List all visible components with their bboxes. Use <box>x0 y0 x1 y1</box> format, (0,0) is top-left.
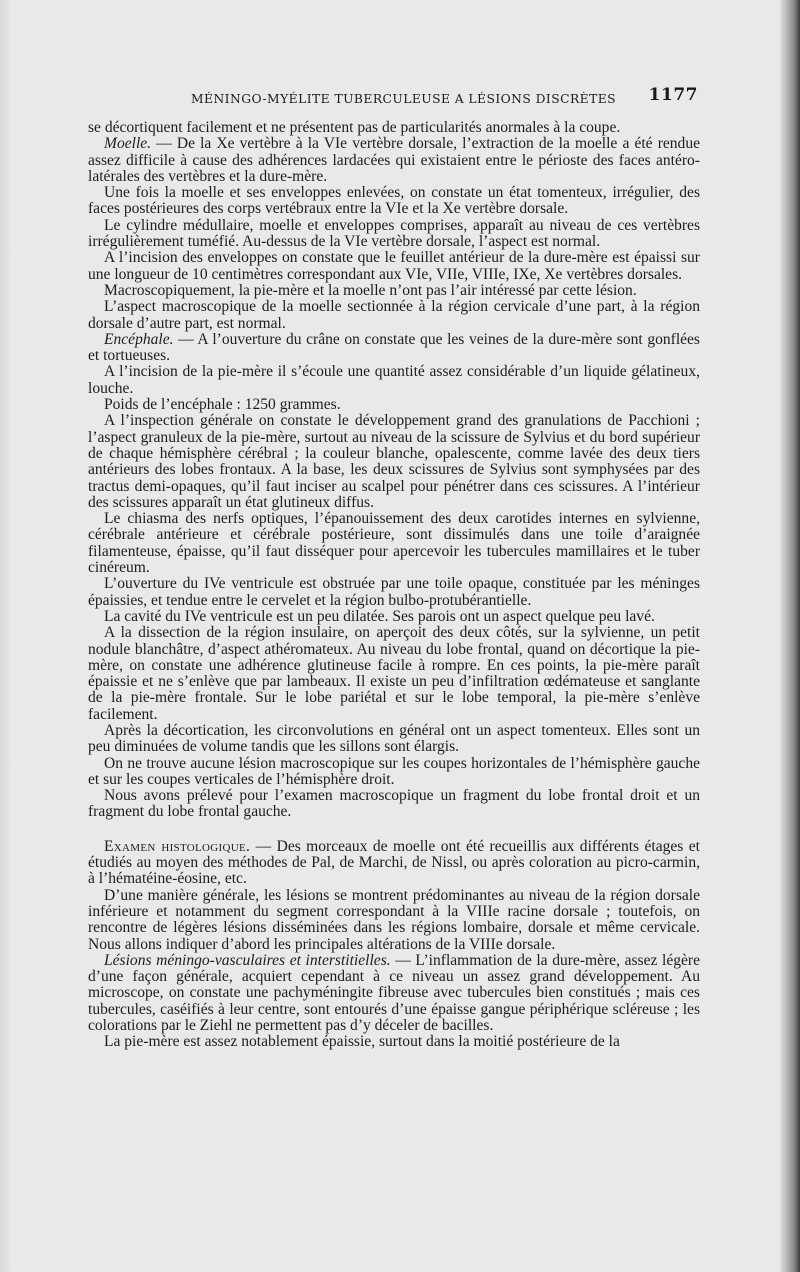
paragraph-text: L’aspect macroscopique de la moelle sectionnée à la région cervicale d’une part, à la région dorsale d’autre part, est normal. <box>88 298 700 332</box>
paragraph <box>88 185 700 218</box>
paragraph <box>88 788 700 821</box>
paragraph-text: se décortiquent facilement et ne présentent pas de particularités anormales à la coupe. <box>88 119 621 136</box>
paragraph-text: Nous avons prélevé pour l’examen macroscopique un fragment du lobe frontal droit et un fragment du lobe frontal gauche. <box>88 787 700 821</box>
paragraph <box>88 756 700 789</box>
paragraph <box>88 136 700 185</box>
running-title: MÉNINGO-MYÉLITE TUBERCULEUSE A LÉSIONS DISCRÈTES <box>191 92 617 106</box>
paragraph-heading: Moelle. <box>104 135 152 153</box>
paragraph-text: Macroscopiquement, la pie-mère et la moelle n’ont pas l’air intéressé par cette lésion. <box>104 281 637 299</box>
paragraph-text: La cavité du IVe ventricule est un peu dilatée. Ses parois ont un aspect quelque peu lavé. <box>104 607 655 625</box>
paragraph-text: Après la décortication, les circonvolutions en général ont un aspect tomenteux. Elles sont un peu diminuées de volume tandis que les sillons sont élargis. <box>88 721 700 756</box>
paragraph-heading: Encéphale. <box>104 330 174 348</box>
paragraph <box>88 397 700 413</box>
paragraph <box>88 1034 700 1050</box>
paragraph-text: — L’inflammation de la dure-mère, assez légère d’une façon générale, acquiert cependant à ce niveau un assez grand développement. Au microscope, on constate une pachyméningite fibreuse avec tubercules bien constitués ; mais ces tubercules, caséifiés à leur centre, sont entourés d’une épaisse gangue périphérique scléreuse ; les colorations par le Ziehl ne permettent pas d’y déceler de bacilles. <box>88 951 700 1035</box>
paragraph-text: A l’incision de la pie-mère il s’écoule une quantité assez considérable d’un liquide gélatineux, louche. <box>88 363 700 397</box>
paragraph <box>88 413 700 511</box>
paragraph-text: Une fois la moelle et ses enveloppes enlevées, on constate un état tomenteux, irrégulier, des faces postérieures des corps vertébraux entre la VIe et la Xe vertèbre dorsale. <box>88 184 700 218</box>
paragraph-text: L’ouverture du IVe ventricule est obstruée par une toile opaque, constituée par les méninges épaissies, et tendue entre le cervelet et la région bulbo-protubérantielle. <box>88 575 700 609</box>
paragraph <box>88 283 700 299</box>
paragraph-text: A l’inspection générale on constate le développement grand des granulations de Pacchioni ; l’aspect granuleux de la pie-mère, surtout au niveau de la scissure de Sylvius et du bord supérieur de chaque hémisphère cérébral ; la couleur blanche, opalescente, comme lavée des deux tiers antérieurs des lobes frontaux. A la base, les deux scissures de Sylvius sont symphysées par des tractus demi-opaques, qu’il faut inciser au scalpel pour pénétrer dans ces scissures. A l’intérieur des scissures apparaît un état glutineux diffus. <box>88 412 700 511</box>
scan-shadow-left <box>0 0 14 1272</box>
paragraph-text: — A l’ouverture du crâne on constate que les veines de la dure-mère sont gonflées et tortueuses. <box>88 330 700 365</box>
paragraph <box>88 888 700 953</box>
paragraph <box>88 953 700 1034</box>
paragraph <box>88 625 700 723</box>
paragraph <box>88 576 700 609</box>
paragraph-text: Le chiasma des nerfs optiques, l’épanouissement des deux carotides internes en sylvienne, cérébrale antérieure et cérébrale postérieure, sont dissimulés dans une toile d’araignée filamenteuse, épaisse, qu’il faut disséquer pour apercevoir les tubercules mamillaires et le tuber cinéreum. <box>88 510 700 577</box>
paragraph-heading: Examen histologique. <box>104 837 251 855</box>
paragraph <box>88 299 700 332</box>
paragraph <box>88 364 700 397</box>
body-text <box>88 120 700 1051</box>
paragraph <box>88 723 700 756</box>
paragraph-text: Poids de l’encéphale : 1250 grammes. <box>104 396 341 414</box>
paragraph-text: A la dissection de la région insulaire, on aperçoit des deux côtés, sur la sylvienne, un petit nodule blanchâtre, d’aspect athéromateux. Au niveau du lobe frontal, quand on décortique la pie-mère, on constate une adhérence glutineuse facile à rompre. En ces points, la pie-mère paraît épaissie et ne s’enlève que par lambeaux. Il existe un peu d’infiltration œdémateuse et sanglante de la pie-mère frontale. Sur le lobe pariétal et sur le lobe temporal, la pie-mère s’enlève facilement. <box>88 624 700 723</box>
paragraph-text: Le cylindre médullaire, moelle et enveloppes comprises, apparaît au niveau de ces vertèbres irrégulièrement tuméfié. Au-dessus de la VIe vertèbre dorsale, l’aspect est normal. <box>88 216 700 251</box>
paragraph-heading: Lésions méningo-vasculaires et interstitielles. <box>104 951 391 969</box>
paragraph <box>88 511 700 576</box>
paragraph <box>88 120 700 136</box>
page-header <box>88 82 700 112</box>
paragraph-text: La pie-mère est assez notablement épaissie, surtout dans la moitié postérieure de la <box>104 1033 620 1051</box>
paragraph-text: — Des morceaux de moelle ont été recueillis aux différents étages et étudiés au moyen des méthodes de Pal, de Marchi, de Nissl, ou après coloration au picro-carmin, à l’hématéine-éosine, etc. <box>88 837 700 888</box>
paragraph <box>88 250 700 283</box>
paragraph-text: — De la Xe vertèbre à la VIe vertèbre dorsale, l’extraction de la moelle a été rendue assez difficile à cause des adhérences lardacées qui existaient entre le périoste des faces antéro-latérales des vertèbres et la dure-mère. <box>88 135 700 185</box>
page-number: 1177 <box>648 85 698 105</box>
paragraph-text: On ne trouve aucune lésion macroscopique sur les coupes horizontales de l’hémisphère gauche et sur les coupes verticales de l’hémisphère droit. <box>88 754 700 788</box>
paragraph <box>88 218 700 251</box>
paragraph-text: D’une manière générale, les lésions se montrent prédominantes au niveau de la région dorsale inférieure et notamment du segment correspondant à la VIIIe racine dorsale ; toutefois, on rencontre de légères lésions disséminées dans les régions lombaire, dorsale et même cervicale. Nous allons indiquer d’abord les principales altérations de la VIIIe dorsale. <box>88 886 700 953</box>
paragraph <box>88 609 700 625</box>
paragraph <box>88 332 700 365</box>
paragraph <box>88 839 700 888</box>
paragraph-text: A l’incision des enveloppes on constate que le feuillet antérieur de la dure-mère est épaissi sur une longueur de 10 centimètres correspondant aux VIe, VIIe, VIIIe, IXe, Xe vertèbres dorsales. <box>88 249 700 283</box>
scan-shadow-right <box>780 0 800 1272</box>
